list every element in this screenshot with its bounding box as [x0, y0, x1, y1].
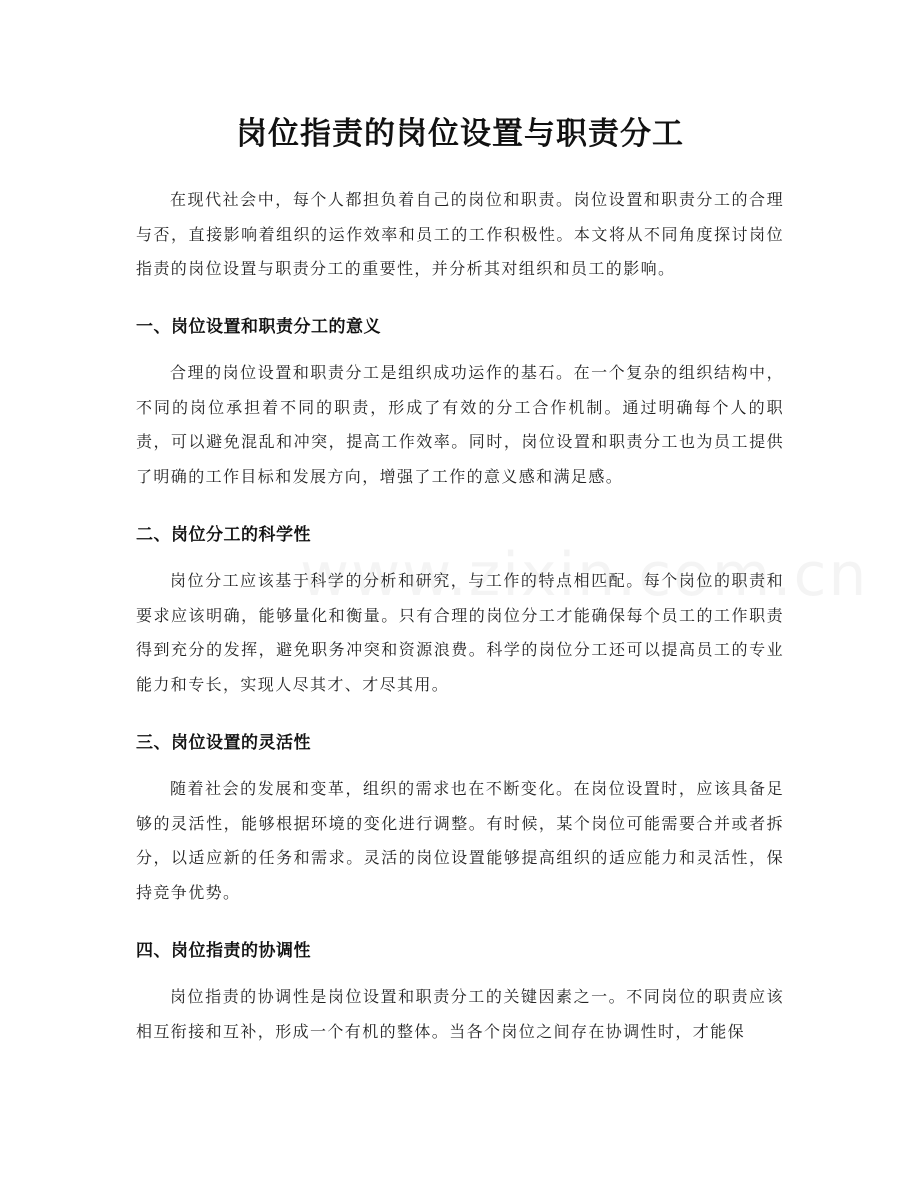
section-heading-3: 三、岗位设置的灵活性	[136, 733, 311, 753]
section-body-4: 岗位指责的协调性是岗位设置和职责分工的关键因素之一。不同岗位的职责应该相互衔接和互补，形成一个有机的整体。当各个岗位之间存在协调性时，才能保	[136, 987, 784, 1041]
section-body-2: 岗位分工应该基于科学的分析和研究，与工作的特点相匹配。每个岗位的职责和要求应该明确，能够量化和衡量。只有合理的岗位分工才能确保每个员工的工作职责得到充分的发挥，避免职务冲突和资源浪费。科学的岗位分工还可以提高员工的专业能力和专长，实现人尽其才、才尽其用。	[136, 571, 784, 694]
page-title: 岗位指责的岗位设置与职责分工	[236, 116, 684, 152]
section-body-1: 合理的岗位设置和职责分工是组织成功运作的基石。在一个复杂的组织结构中，不同的岗位承担着不同的职责，形成了有效的分工合作机制。通过明确每个人的职责，可以避免混乱和冲突，提高工作效率。同时，岗位设置和职责分工也为员工提供了明确的工作目标和发展方向，增强了工作的意义感和满足感。	[136, 363, 784, 486]
section-heading-2: 二、岗位分工的科学性	[136, 525, 311, 545]
intro-paragraph: 在现代社会中，每个人都担负着自己的岗位和职责。岗位设置和职责分工的合理与否，直接影响着组织的运作效率和员工的工作积极性。本文将从不同角度探讨岗位指责的岗位设置与职责分工的重要性，并分析其对组织和员工的影响。	[136, 190, 784, 278]
section-body-3: 随着社会的发展和变革，组织的需求也在不断变化。在岗位设置时，应该具备足够的灵活性，能够根据环境的变化进行调整。有时候，某个岗位可能需要合并或者拆分，以适应新的任务和需求。灵活的岗位设置能够提高组织的适应能力和灵活性，保持竞争优势。	[136, 779, 784, 902]
section-heading-4: 四、岗位指责的协调性	[136, 941, 311, 961]
section-heading-1: 一、岗位设置和职责分工的意义	[136, 317, 381, 337]
